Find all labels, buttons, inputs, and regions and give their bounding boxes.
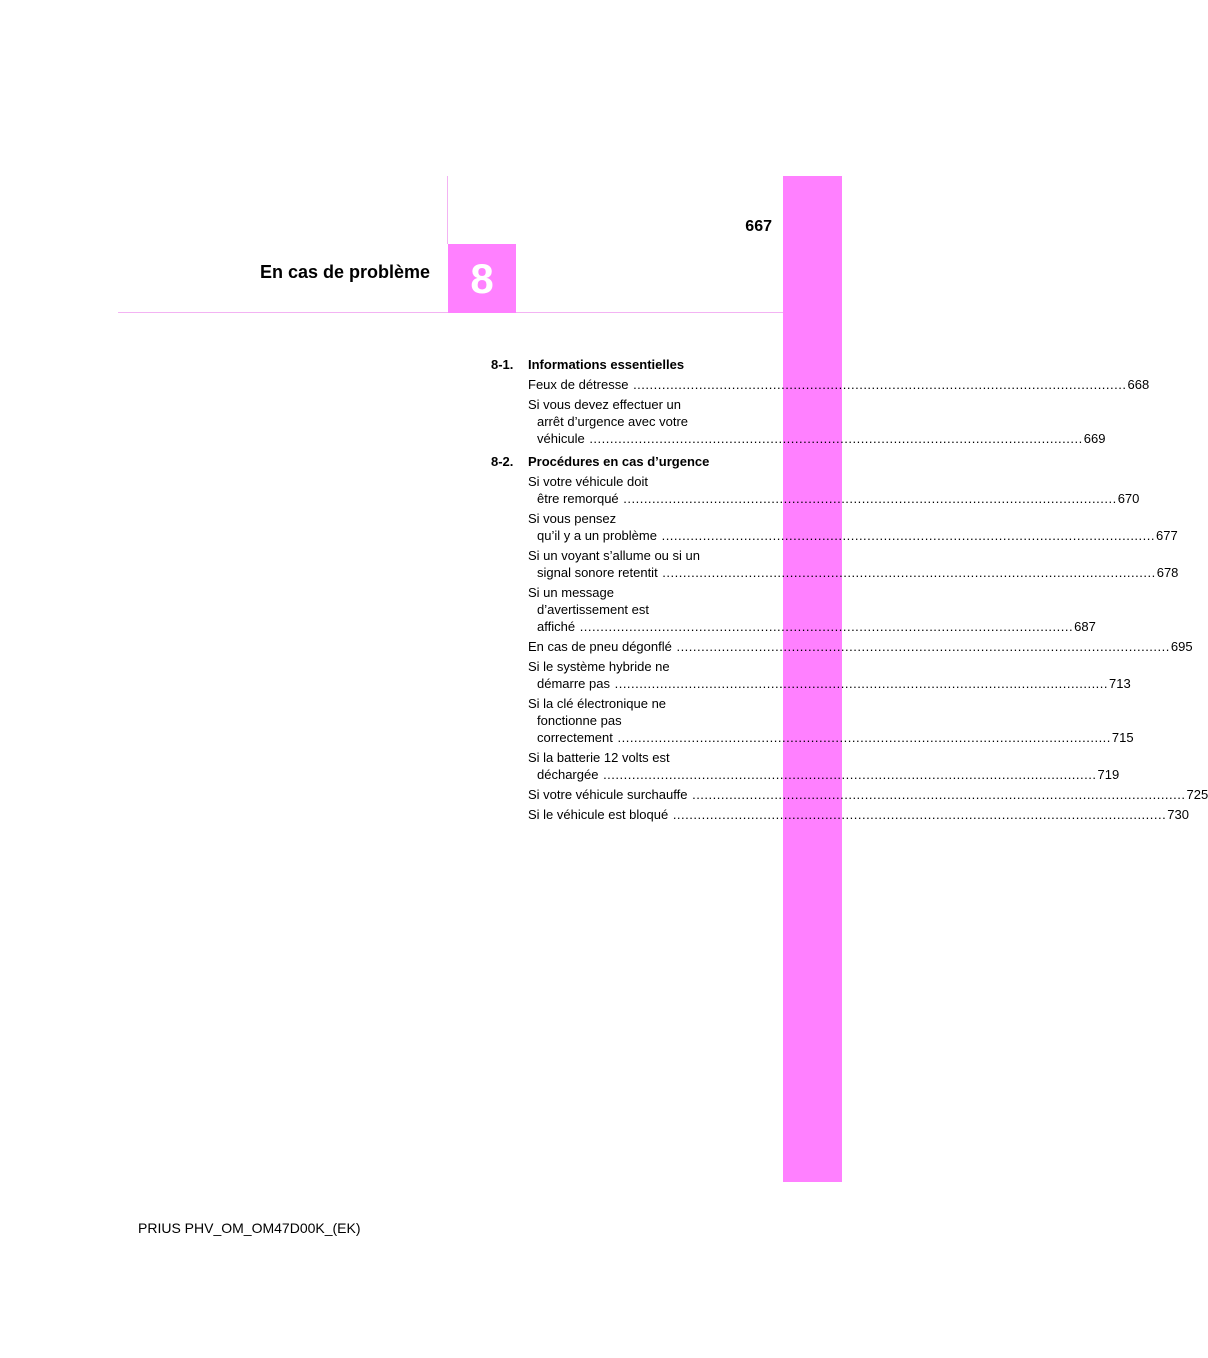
toc-entry-line: Si le système hybride ne: [528, 659, 670, 674]
toc-entry-text: véhicule: [537, 431, 589, 446]
toc-section-title: Procédures en cas d’urgence: [528, 454, 710, 469]
toc-entry[interactable]: [528, 806, 1189, 823]
toc-page-number: 677: [1156, 528, 1178, 543]
toc-entry-line: Si la batterie 12 volts est: [528, 750, 670, 765]
toc-entry[interactable]: [528, 638, 1193, 655]
toc-leader-dots: ........................................................................................................................: [692, 787, 1186, 802]
toc-leader-dots: ........................................................................................................................: [603, 767, 1097, 782]
toc-page-number: 687: [1074, 619, 1096, 634]
toc-entry-line: d’avertissement est: [537, 602, 649, 617]
toc-entry-line: arrêt d’urgence avec votre: [537, 414, 689, 429]
toc-entry-line: Si la clé électronique ne: [528, 696, 667, 711]
toc-entry-line: Si vous devez effectuer un: [528, 397, 681, 412]
toc-page-number: 668: [1127, 377, 1150, 392]
toc-entry-text: qu’il y a un problème: [537, 528, 661, 543]
toc-entry[interactable]: [528, 695, 1134, 746]
toc-leader-dots: ........................................................................................................................: [661, 528, 1155, 543]
toc-section-number: 8-1.: [491, 357, 514, 372]
toc-entry[interactable]: [528, 584, 1096, 635]
toc-leader-dots: ........................................................................................................................: [676, 639, 1170, 654]
toc-section-heading[interactable]: [491, 453, 739, 470]
toc-entry[interactable]: [528, 473, 1140, 507]
table-of-contents: [491, 356, 1208, 829]
toc-entry-text: Feux de détresse: [528, 377, 633, 392]
toc-page-number: 730: [1167, 807, 1189, 822]
toc-entry-text: Si votre véhicule surchauffe: [528, 787, 692, 802]
toc-section: [491, 453, 1208, 823]
toc-entry-text: signal sonore retentit: [537, 565, 662, 580]
toc-entry-line: Si votre véhicule doit: [528, 474, 648, 489]
chapter-number-box: 8: [448, 244, 516, 313]
toc-entry-line: Si un voyant s’allume ou si un: [528, 548, 700, 563]
toc-entry-text: affiché: [537, 619, 579, 634]
toc-entry[interactable]: [528, 786, 1208, 803]
toc-entry-line: fonctionne pas: [537, 713, 622, 728]
toc-entry-text: démarre pas: [537, 676, 614, 691]
toc-entry-text: En cas de pneu dégonflé: [528, 639, 676, 654]
toc-leader-dots: ........................................................................................................................: [617, 730, 1111, 745]
chapter-title: En cas de problème: [259, 262, 430, 282]
toc-entry[interactable]: [528, 749, 1120, 783]
toc-leader-dots: ........................................................................................................................: [579, 619, 1074, 634]
toc-leader-dots: ........................................................................................................................: [614, 676, 1109, 691]
header-vertical-rule: [447, 176, 448, 244]
toc-page-number: 725: [1186, 787, 1208, 802]
toc-section-number: 8-2.: [491, 454, 514, 469]
toc-section-heading[interactable]: [491, 356, 739, 373]
toc-entry-text: correctement: [537, 730, 617, 745]
page-number: 667: [745, 218, 772, 235]
toc-page-number: 713: [1109, 676, 1131, 691]
toc-leader-dots: ........................................................................................................................: [662, 565, 1156, 580]
toc-entry-line: Si un message: [528, 585, 614, 600]
toc-page-number: 715: [1111, 730, 1134, 745]
document-code: PRIUS PHV_OM_OM47D00K_(EK): [138, 1220, 361, 1236]
toc-entry-text: déchargée: [537, 767, 603, 782]
toc-page-number: 678: [1156, 565, 1179, 580]
toc-entry[interactable]: [528, 396, 1106, 447]
toc-section: [491, 356, 1150, 447]
toc-leader-dots: ........................................................................................................................: [633, 377, 1127, 392]
toc-section-title: Informations essentielles: [528, 357, 685, 372]
toc-leader-dots: ........................................................................................................................: [623, 491, 1117, 506]
toc-leader-dots: ........................................................................................................................: [589, 431, 1083, 446]
toc-entry[interactable]: [528, 376, 1150, 393]
toc-entry-text: Si le véhicule est bloqué: [528, 807, 672, 822]
toc-page-number: 670: [1117, 491, 1140, 506]
toc-page-number: 719: [1097, 767, 1120, 782]
toc-entry[interactable]: [528, 547, 1179, 581]
toc-leader-dots: ........................................................................................................................: [672, 807, 1167, 822]
toc-entry-line: Si vous pensez: [528, 511, 617, 526]
toc-entry[interactable]: [528, 510, 1178, 544]
toc-entry-text: être remorqué: [537, 491, 623, 506]
toc-entry[interactable]: [528, 658, 1131, 692]
toc-page-number: 695: [1170, 639, 1193, 654]
toc-page-number: 669: [1083, 431, 1106, 446]
